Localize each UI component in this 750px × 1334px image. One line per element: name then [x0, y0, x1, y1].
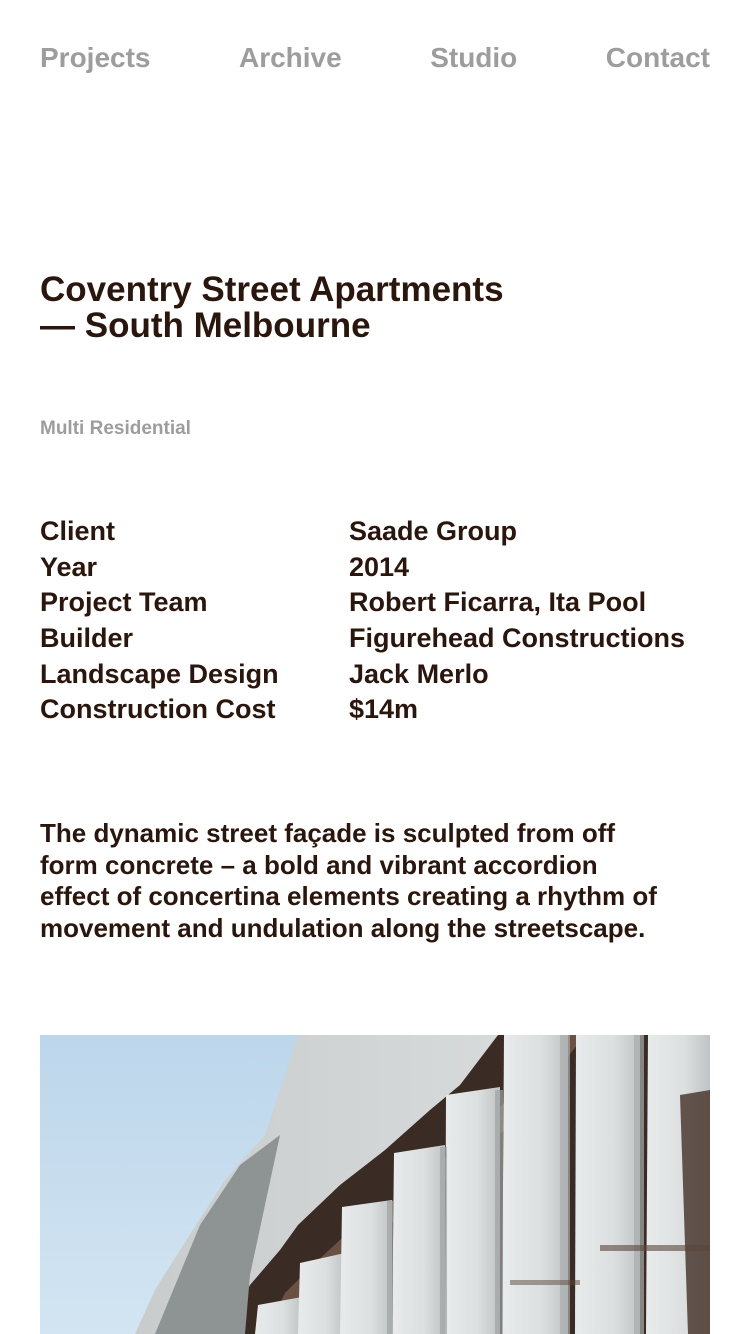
description-line: The dynamic street façade is sculpted from off [40, 818, 616, 848]
detail-label: Builder [40, 623, 134, 654]
detail-label: Landscape Design [40, 658, 279, 689]
detail-row-client [40, 514, 710, 550]
detail-row-year [40, 550, 710, 586]
project-details [40, 514, 710, 728]
nav-archive-link[interactable]: Archive [238, 42, 342, 73]
detail-value: Figurehead Constructions [349, 623, 686, 654]
detail-row-project-team [40, 585, 710, 621]
detail-row-builder [40, 621, 710, 657]
detail-value: 2014 [349, 551, 410, 582]
detail-label: Year [40, 551, 98, 582]
description-line: movement and undulation along the streetscape. [40, 912, 646, 943]
detail-row-construction-cost [40, 692, 710, 728]
building-facade-image [40, 1035, 710, 1334]
nav-projects-link[interactable]: Projects [40, 42, 151, 73]
detail-value: Saade Group [349, 516, 518, 547]
project-title [40, 272, 710, 344]
detail-value: Robert Ficarra, Ita Pool [349, 587, 647, 618]
main-nav [40, 40, 710, 76]
detail-value: Jack Merlo [349, 658, 489, 689]
project-title-line-2: — South Melbourne [40, 306, 371, 345]
detail-row-landscape-design [40, 656, 710, 692]
detail-label: Construction Cost [40, 694, 276, 725]
project-description [40, 818, 720, 944]
nav-contact-link[interactable]: Contact [605, 42, 710, 73]
description-line: effect of concertina elements creating a rhythm of [40, 881, 657, 911]
detail-label: Project Team [40, 587, 208, 618]
description-line: form concrete – a bold and vibrant accordion [40, 849, 598, 880]
detail-value: $14m [349, 694, 419, 725]
nav-studio-link[interactable]: Studio [430, 42, 518, 73]
project-title-line-1: Coventry Street Apartments [40, 270, 504, 309]
project-photo [40, 1035, 710, 1334]
detail-label: Client [40, 516, 116, 547]
project-category: Multi Residential [40, 418, 191, 439]
